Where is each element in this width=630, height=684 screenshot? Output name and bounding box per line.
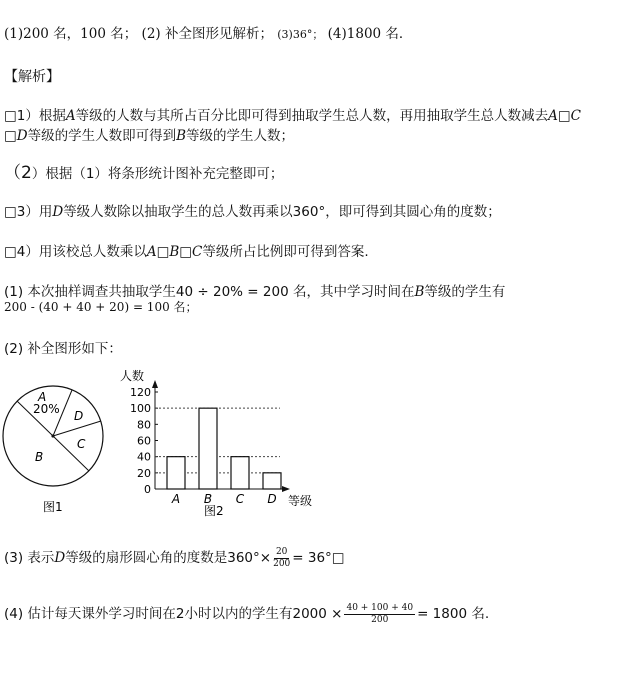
y-tick-label: 60	[137, 434, 151, 448]
pie-label-b: B	[35, 450, 44, 464]
solution-q2: (2) 补全图形如下：	[4, 341, 122, 357]
analysis-step-3: □3）用D等级人数除以抽取学生的总人数再乘以360°，即可得到其圆心角的度数；	[4, 204, 501, 220]
pie-divider-dc	[53, 421, 101, 436]
y-tick-label: 20	[137, 466, 151, 480]
x-tick-label: A	[171, 492, 181, 506]
y-axis-arrow	[152, 380, 158, 388]
answer-part-2: (2) 补全图形见解析；	[141, 26, 273, 42]
x-axis-arrow	[282, 486, 290, 492]
q3-fraction: $\frac{20}{200}$	[273, 546, 291, 569]
y-tick-label: 0	[144, 483, 151, 496]
y-tick-label: 100	[130, 402, 151, 416]
y-tick-label: 120	[130, 386, 151, 399]
x-tick-label: D	[267, 492, 277, 506]
pie-label-a-percent: 20%	[33, 402, 60, 416]
pie-label-d: D	[74, 409, 84, 423]
analysis-step-1-line-1: □1）根据A等级的人数与其所占百分比即可得到抽取学生总人数，再用抽取学生总人数减去A□C	[4, 108, 581, 124]
analysis-step-4: □4）用该校总人数乘以A□B□C等级所占比例即可得到答案.	[4, 244, 369, 260]
bar-a	[167, 457, 185, 489]
pie-label-a: A	[38, 390, 47, 404]
y-tick-label: 40	[137, 450, 151, 464]
bar-b	[199, 408, 217, 489]
analysis-heading: 【解析】	[4, 69, 60, 85]
answer-part-1: (1)200 名，100 名；	[4, 26, 138, 42]
x-axis-label: 等级	[288, 494, 313, 508]
y-axis-label: 人数	[120, 369, 145, 383]
pie-caption: 图1	[43, 500, 63, 514]
solution-q3: (3) 表示D等级的扇形圆心角的度数是360°× $\frac{20}{200}$ = 36°□	[4, 546, 345, 569]
chart-caption: 图2	[204, 504, 224, 518]
analysis-step-1-line-2: □D等级的学生人数即可得到B等级的学生人数；	[4, 128, 295, 144]
solution-q4: (4) 估计每天课外学习时间在2小时以内的学生有2000 × $\frac{40 + 100 + 40}{200}$ = 1800 名.	[4, 602, 490, 625]
bar-c	[231, 457, 249, 489]
y-tick-label: 80	[137, 418, 151, 432]
answer-part-3: (3)36°；	[277, 28, 324, 41]
pie-figure	[0, 380, 120, 515]
x-tick-label: C	[235, 492, 245, 506]
bar-d	[263, 473, 281, 489]
answer-line	[4, 22, 412, 42]
q4-fraction: $\frac{40 + 100 + 40}{200}$	[346, 602, 414, 625]
solution-q1-line-1: (1) 本次抽样调查共抽取学生40 ÷ 20% = 200 名，其中学习时间在B等级的学生有	[4, 284, 506, 300]
answer-part-4: (4)1800 名．	[327, 26, 413, 42]
solution-q1-line-2: 200 - (40 + 40 + 20) = 100 名；	[4, 300, 198, 314]
pie-label-c: C	[77, 437, 86, 451]
bar-chart	[110, 364, 340, 522]
x-tick-label: B	[203, 492, 213, 506]
analysis-step-2: （2）根据（1）将条形统计图补充完整即可；	[4, 163, 284, 183]
pie-center-dot	[51, 434, 54, 437]
